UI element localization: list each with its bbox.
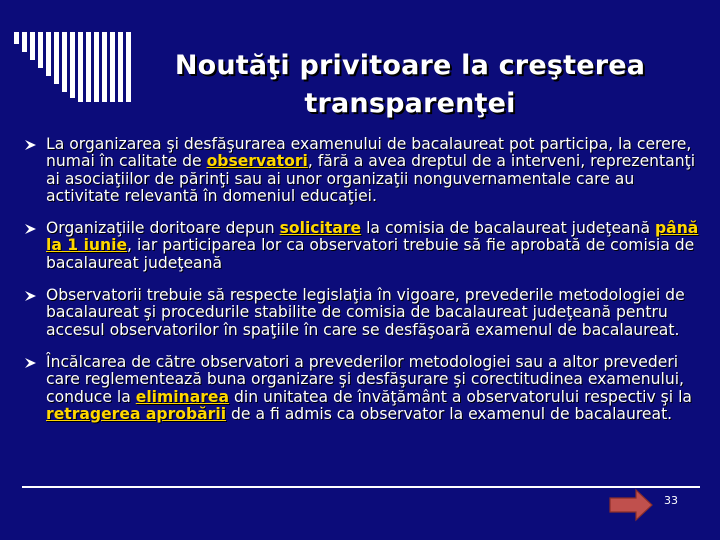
arrowhead-bullet-icon <box>24 139 38 151</box>
highlighted-term: până la 1 iunie <box>46 219 699 255</box>
slide-title <box>110 47 710 123</box>
arrowhead-bullet-icon <box>24 223 38 235</box>
bullet-text-segment: Încălcarea de către observatori a prevederilor metodologiei sau a altor prevederi care reglementează buna organizare şi desfăşurare şi corectitudinea examenului, conduce la <box>46 352 685 406</box>
title-line-2: transparenţei <box>304 88 516 119</box>
bottom-divider <box>22 486 700 488</box>
bullet-text <box>46 136 708 205</box>
bullet-text-segment: , fără a avea dreptul de a interveni, reprezentanţi ai asociaţiilor de părinţi sau ai unor organizaţii nonguvernamentale care au activitate relevantă în domeniul educaţiei. <box>46 152 696 205</box>
highlighted-term: solicitare <box>279 219 362 238</box>
bullet-text <box>46 354 708 423</box>
bullet-item <box>24 354 708 423</box>
bullet-text-segment: la comisia de bacalaureat judeţeană <box>361 219 656 238</box>
bullet-list <box>24 136 708 423</box>
next-slide-arrow-icon <box>608 488 654 522</box>
bullet-item <box>24 136 708 205</box>
next-slide-button[interactable] <box>608 488 654 522</box>
bullet-text-segment: Observatorii trebuie să respecte legislaţia în vigoare, prevederile metodologiei de bacalaureat şi procedurile stabilite de comisia de bacalaureat judeţeană pentru accesul observatorilor în spaţiile în care se desfăşoară examenul de bacalaureat. <box>46 286 685 339</box>
bullet-text-segment: de a fi admis ca observator la examenul de bacalaureat. <box>226 404 673 423</box>
arrowhead-bullet-icon <box>24 290 38 302</box>
title-line-1: Noutăţi privitoare la creşterea <box>174 50 646 81</box>
highlighted-term: retragerea aprobării <box>46 404 227 423</box>
bullet-text <box>46 287 708 339</box>
bullet-text-segment: Organizaţiile doritoare depun <box>46 219 280 238</box>
highlighted-term: observatori <box>206 152 308 171</box>
arrowhead-bullet-icon <box>24 357 38 369</box>
bullet-text <box>46 220 708 272</box>
bullet-text-segment: La organizarea şi desfăşurarea examenului de bacalaureat pot participa, la cerere, numai în calitate de <box>46 135 692 171</box>
bullet-item <box>24 220 708 272</box>
page-number: 33 <box>664 494 678 507</box>
bullet-item <box>24 287 708 339</box>
bullet-text-segment: din unitatea de învăţământ a observatorului respectiv şi la <box>229 387 692 406</box>
highlighted-term: eliminarea <box>135 387 230 406</box>
bullet-text-segment: , iar participarea lor ca observatori trebuie să fie aprobată de comisia de bacalaureat judeţeană <box>46 236 695 272</box>
